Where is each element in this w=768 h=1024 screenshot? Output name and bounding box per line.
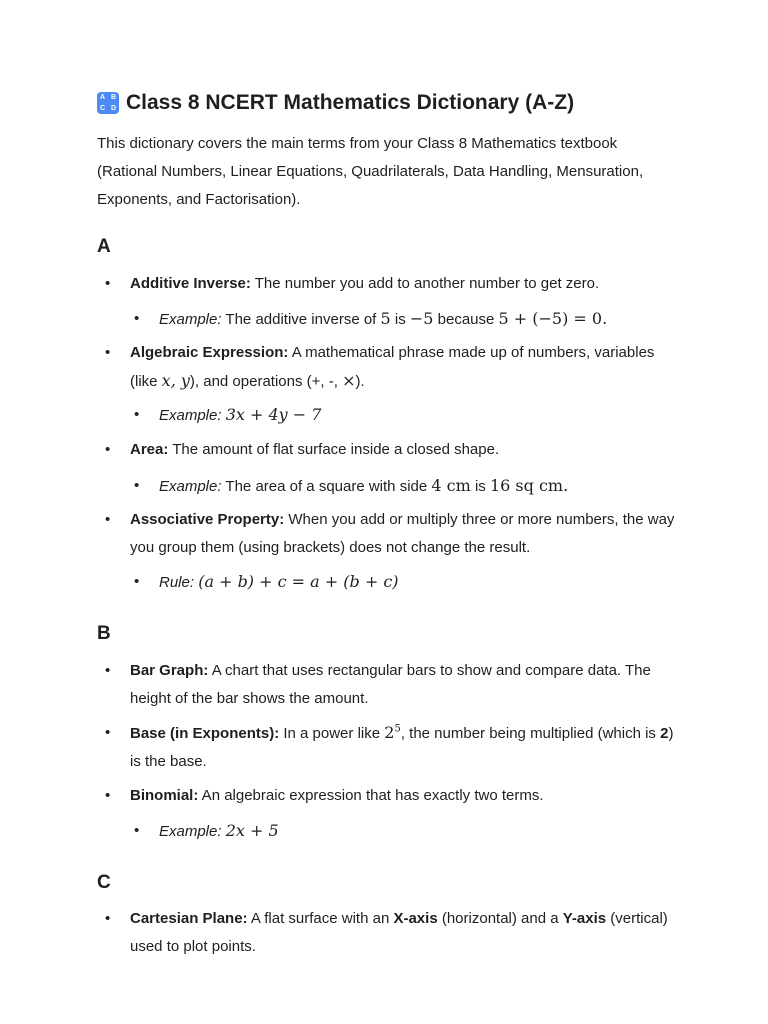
list-item-algebraic-expression [97, 339, 677, 396]
list-item-base [97, 719, 677, 776]
example-text: is [470, 478, 490, 495]
sub-item-example [97, 401, 677, 430]
power-exponent: 5 [394, 723, 401, 735]
page-title-text: Class 8 NCERT Mathematics Dictionary (A-Z) [126, 91, 575, 114]
bullet: • [105, 511, 111, 528]
list-item-binomial [97, 782, 677, 810]
intro-paragraph: This dictionary covers the main terms from your Class 8 Mathematics textbook (Rational Numbers, Linear Equations, Quadrilaterals, Data Handling, Mensuration, Exponents, and Factorisation). [97, 135, 644, 208]
bullet: • [134, 477, 140, 494]
example-label: Example: [159, 823, 222, 840]
example-text: The additive inverse of [221, 311, 381, 328]
x-axis-label: X-axis [393, 910, 438, 927]
term-definition: A flat surface with an [247, 910, 394, 927]
term-definition: ). [355, 373, 365, 390]
term-definition: A chart that uses rectangular bars to show and compare data. The height of the bar shows the amount. [130, 662, 651, 707]
list-item-associative-property [97, 506, 677, 562]
term-definition: (vertical) used to plot points. [130, 910, 668, 955]
term-label: Base (in Exponents): [130, 725, 280, 742]
bullet: • [105, 344, 111, 361]
list-item-additive-inverse [97, 270, 677, 298]
sub-item-rule [97, 568, 677, 597]
bullet: • [134, 406, 140, 423]
term-definition: (horizontal) and a [437, 910, 563, 927]
example-text: because [433, 311, 499, 328]
math-expression: 16 sq cm. [489, 476, 569, 495]
bullet: • [134, 822, 140, 839]
term-definition: A mathematical phrase made up of numbers, variables (like [130, 344, 655, 390]
term-definition: The number you add to another number to get zero. [250, 275, 600, 292]
term-definition: In a power like [279, 725, 385, 742]
math-expression: 2x + 5 [225, 821, 279, 840]
term-label: Associative Property: [130, 511, 285, 528]
term-definition: An algebraic expression that has exactly two terms. [198, 787, 544, 804]
bullet: • [105, 662, 111, 679]
list-item-area [97, 436, 677, 464]
section-heading-a: A [97, 236, 111, 257]
sub-item-example [97, 305, 677, 334]
term-definition: , the number being multiplied (which is [400, 725, 661, 742]
bullet: • [105, 724, 111, 741]
term-definition: When you add or multiply three or more numbers, the way you group them (using brackets) does not change the result. [130, 511, 675, 556]
example-label: Example: [159, 407, 222, 424]
example-text: is [390, 311, 410, 328]
term-label: Cartesian Plane: [130, 910, 248, 927]
term-definition: ), and operations (+, -, [189, 373, 343, 390]
math-expression [384, 723, 401, 742]
bullet: • [134, 573, 140, 590]
example-label: Example: [159, 311, 222, 328]
example-text: The area of a square with side [221, 478, 432, 495]
math-expression: 5 + (−5) = 0. [498, 309, 608, 328]
bullet: • [105, 441, 111, 458]
term-label: Area: [130, 441, 169, 458]
sub-item-example [97, 472, 677, 501]
sub-item-example [97, 817, 677, 846]
bold-number: 2 [660, 725, 669, 742]
document-page [97, 88, 677, 214]
math-expression: −5 [409, 309, 434, 328]
math-expression: 3x + 4y − 7 [225, 405, 322, 424]
abcd-input-icon: A B C D [97, 92, 119, 114]
term-definition: The amount of flat surface inside a closed shape. [168, 441, 500, 458]
list-item-bar-graph [97, 657, 677, 713]
bullet: • [105, 787, 111, 804]
term-label: Additive Inverse: [130, 275, 251, 292]
bullet: • [134, 310, 140, 327]
math-expression: × [342, 371, 356, 390]
term-label: Binomial: [130, 787, 199, 804]
math-expression: x, y [161, 371, 190, 390]
page-title [97, 88, 677, 118]
term-label: Bar Graph: [130, 662, 209, 679]
term-label: Algebraic Expression: [130, 344, 289, 361]
section-heading-c: C [97, 872, 111, 893]
rule-label: Rule: [159, 574, 195, 591]
example-label: Example: [159, 478, 222, 495]
math-expression: (a + b) + c = a + (b + c) [198, 572, 399, 591]
bullet: • [105, 275, 111, 292]
section-heading-b: B [97, 623, 111, 644]
power-base: 2 [384, 723, 395, 742]
term-definition: ) is the base. [130, 725, 674, 770]
bullet: • [105, 910, 111, 927]
y-axis-label: Y-axis [562, 910, 607, 927]
math-expression: 4 cm [431, 476, 471, 495]
math-expression: 5 [380, 309, 391, 328]
list-item-cartesian-plane [97, 905, 677, 961]
